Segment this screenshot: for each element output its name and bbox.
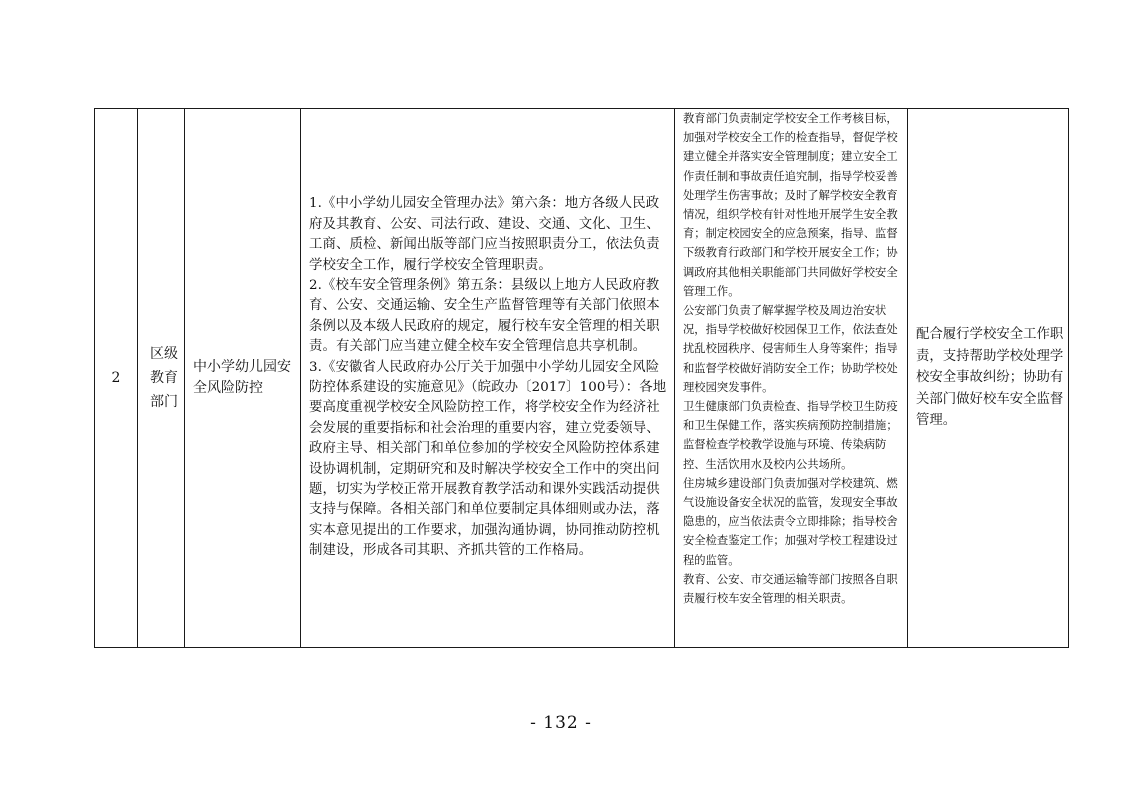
responsibility-paragraph: 公安部门负责了解掌握学校及周边治安状况，指导学校做好校园保卫工作，依法查处扰乱校园秩序、侵害师生人身等案件；指导和监督学校做好消防安全工作；协助学校处理校园突发事件。 bbox=[683, 304, 898, 394]
responsibility-table bbox=[94, 108, 1069, 648]
legal-basis-cell bbox=[301, 109, 675, 648]
responsibility-paragraph: 住房城乡建设部门负责加强对学校建筑、燃气设施设备安全状况的监管，发现安全事故隐患的，应当依法责令立即排除；指导校舍安全检查鉴定工作；加强对学校工程建设过程的监管。 bbox=[683, 476, 898, 567]
responsibilities-cell bbox=[675, 109, 908, 648]
item-cell bbox=[185, 109, 301, 648]
table-row bbox=[95, 109, 1069, 648]
cooperation-text: 配合履行学校安全工作职责，支持帮助学校处理学校安全事故纠纷；协助有关部门做好校车安全监督管理。 bbox=[916, 327, 1064, 429]
item-name: 中小学幼儿园安全风险防控 bbox=[193, 359, 291, 396]
row-number: 2 bbox=[111, 370, 121, 386]
responsibilities-text bbox=[675, 109, 907, 608]
department-name: 区级教育部门 bbox=[150, 346, 178, 410]
legal-basis-paragraph: 2.《校车安全管理条例》第五条：县级以上地方人民政府教育、公安、交通运输、安全生产监督管理等有关部门依照本条例以及本级人民政府的规定，履行校车安全管理的相关职责。有关部门应当建立健全校车安全管理信息共享机制。 bbox=[309, 277, 660, 355]
responsibility-paragraph: 教育、公安、市交通运输等部门按照各自职责履行校车安全管理的相关职责。 bbox=[683, 572, 898, 606]
department-cell bbox=[138, 109, 185, 648]
legal-basis-text bbox=[301, 194, 674, 561]
row-number-cell bbox=[95, 109, 138, 648]
legal-basis-paragraph: 3.《安徽省人民政府办公厅关于加强中小学幼儿园安全风险防控体系建设的实施意见》（皖政办〔2017〕100号）：各地要高度重视学校安全风险防控工作，将学校安全作为经济社会发展的重要指标和社会治理的重要内容，建立党委领导、政府主导、相关部门和单位参加的学校安全风险防控体系建设协调机制，定期研究和及时解决学校安全工作中的突出问题，切实为学校正常开展教育教学活动和课外实践活动提供支持与保障。各相关部门和单位要制定具体细则或办法，落实本意见提出的工作要求，加强沟通协调，协同推动防控机制建设，形成各司其职、齐抓共管的工作格局。 bbox=[309, 359, 667, 559]
page-number: - 132 - bbox=[530, 713, 592, 733]
responsibility-paragraph: 教育部门负责制定学校安全工作考核目标，加强对学校安全工作的检查指导，督促学校建立健全并落实安全管理制度；建立安全工作责任制和事故责任追究制，指导学校妥善处理学生伤害事故；及时了解学校安全教育情况，组织学校有针对性地开展学生安全教育；制定校园安全的应急预案，指导、监督下级教育行政部门和学校开展安全工作；协调政府其他相关职能部门共同做好学校安全管理工作。 bbox=[683, 112, 898, 298]
cooperation-cell bbox=[908, 109, 1069, 648]
legal-basis-paragraph: 1.《中小学幼儿园安全管理办法》第六条：地方各级人民政府及其教育、公安、司法行政、建设、交通、文化、卫生、工商、质检、新闻出版等部门应当按照职责分工，依法负责学校安全工作，履行学校安全管理职责。 bbox=[309, 196, 660, 273]
responsibility-paragraph: 卫生健康部门负责检查、指导学校卫生防疫和卫生保健工作，落实疾病预防控制措施；监督检查学校教学设施与环境、传染病防控、生活饮用水及校内公共场所。 bbox=[683, 400, 898, 471]
